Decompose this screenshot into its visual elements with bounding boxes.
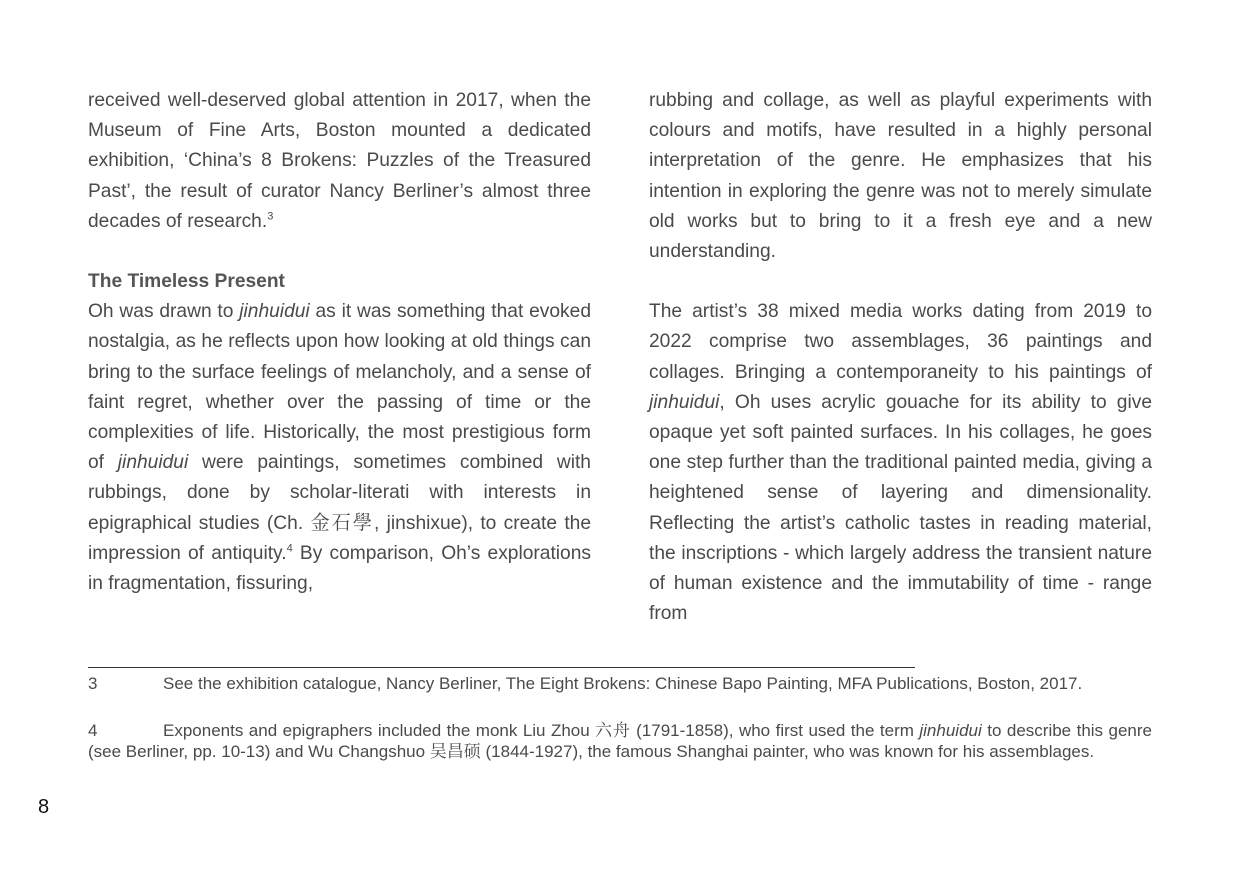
footnote-reference: 3 — [267, 210, 274, 223]
footnotes-section — [88, 673, 1152, 762]
italic-term: jinhuidui — [649, 391, 720, 413]
paragraph-gap — [649, 267, 1152, 297]
footnote-text: Exponents and epigraphers included the monk Liu Zhou 六舟 (1791-1858), who first used the term — [163, 721, 920, 740]
body-paragraph — [88, 86, 591, 237]
footnote-reference: 4 — [286, 542, 293, 555]
body-paragraph — [649, 297, 1152, 629]
paragraph-text: By comparison, Oh’s explorations in fragmentation, fissuring, — [88, 542, 591, 595]
right-column — [649, 86, 1152, 629]
section-heading: The Timeless Present — [88, 271, 285, 293]
italic-term: jinhuidui — [919, 721, 982, 740]
footnote-text: to describe this genre (see Berliner, pp. 10-13) and Wu Changshuo 吴昌硕 (1844-1927), the famous Shanghai painter, who was known for his assemblages. — [88, 721, 1153, 761]
paragraph-text: were paintings, sometimes combined with rubbings, done by scholar-literati with interests in epigraphical studies (Ch. 金石學, jinshixue), to create the impression of antiquity. — [88, 452, 591, 564]
footnote-text: See the exhibition catalogue, Nancy Berliner, The Eight Brokens: Chinese Bapo Painting, MFA Publications, Boston, 2017. — [163, 674, 1083, 693]
footnote — [88, 720, 1152, 762]
paragraph-text: The artist’s 38 mixed media works dating from 2019 to 2022 comprise two assemblages, 36 paintings and collages. Bringing a contemporaneity to his paintings of — [649, 301, 1152, 383]
page-number: 8 — [38, 796, 50, 818]
body-paragraph: rubbing and collage, as well as playful experiments with colours and motifs, have resulted in a highly personal interpretation of the genre. He emphasizes that his intention in exploring the genre was not to merely simulate old works but to bring to it a fresh eye and a new understanding. — [649, 90, 1152, 263]
paragraph-text: Oh was drawn to — [88, 301, 240, 323]
footnote-number: 3 — [88, 674, 98, 693]
footnote — [88, 673, 1152, 694]
paragraph-text: as it was something that evoked nostalgia, as he reflects upon how looking at old things can bring to the surface feelings of melancholy, and a sense of faint regret, whether over the passing of time or the complexities of life. Historically, the most prestigious form of — [88, 301, 591, 474]
italic-term: jinhuidui — [239, 301, 310, 323]
paragraph-text: received well-deserved global attention in 2017, when the Museum of Fine Arts, Boston mounted a dedicated exhibition, ‘China’s 8 Brokens: Puzzles of the Treasured Past’, the result of curator Nancy Berliner’s almost three decades of research. — [88, 90, 591, 232]
paragraph-gap — [88, 237, 591, 267]
paragraph-text: , Oh uses acrylic gouache for its ability to give opaque yet soft painted surfaces. In his collages, he goes one step further than the traditional painted media, giving a heightened sense of layering and dimensionality. Reflecting the artist’s catholic tastes in reading material, the inscriptions - which largely address the transient nature of human existence and the immutability of time - range from — [649, 391, 1152, 625]
italic-term: jinhuidui — [117, 452, 189, 474]
footnote-number: 4 — [88, 721, 98, 740]
footnote-divider — [88, 667, 915, 668]
body-paragraph — [88, 297, 591, 599]
left-column — [88, 86, 591, 599]
